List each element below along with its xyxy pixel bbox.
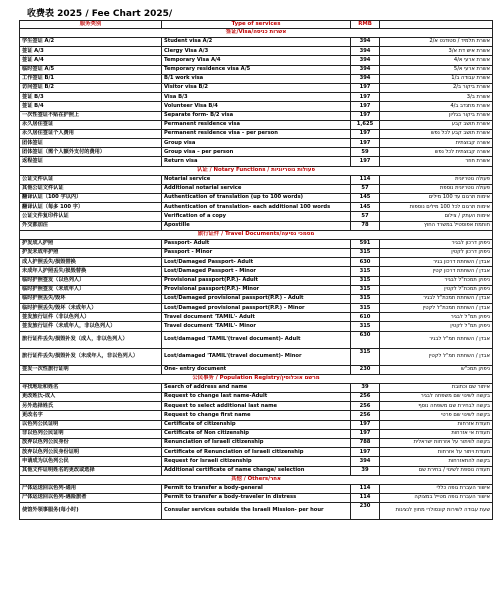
- service-chinese: 放弃以色列公民身份证明: [20, 448, 162, 457]
- service-english: Additional certificate of name change/ selection: [162, 466, 351, 475]
- service-hebrew: בקשה לשינוי שם פרטי: [380, 411, 493, 420]
- price-rmb: 394: [351, 457, 380, 466]
- service-chinese: 签发旅行证件（未成年人，非以色列人）: [20, 322, 162, 331]
- service-english: Provisional passport(P.P.)- Adult: [162, 276, 351, 285]
- service-hebrew: ניפוק תמכת"ל לבגיר: [380, 276, 493, 285]
- price-rmb: 630: [351, 258, 380, 267]
- price-rmb: 230: [351, 365, 380, 374]
- price-rmb: 610: [351, 313, 380, 322]
- section-heading: 其他 / Others/אחר: [20, 475, 493, 484]
- service-hebrew: אשרה קבוצתית לכל נפש: [380, 148, 493, 157]
- service-english: Permit to transfer a body-traveler in distress: [162, 493, 351, 502]
- price-rmb: 114: [351, 484, 380, 493]
- service-english: Passport - Minor: [162, 248, 351, 257]
- price-rmb: 394: [351, 56, 380, 65]
- table-row: [20, 331, 493, 348]
- service-hebrew: בקשה לבחירת שם משפחה נוסף: [380, 402, 493, 411]
- price-rmb: 315: [351, 285, 380, 294]
- service-hebrew: אשרת ארעי א/5: [380, 65, 493, 74]
- service-english: Permanent residence visa: [162, 120, 351, 129]
- table-row: [20, 212, 493, 221]
- price-rmb: 394: [351, 65, 380, 74]
- service-chinese: 尸体运送回以色列-通用: [20, 484, 162, 493]
- service-chinese: 其他公证文件认证: [20, 184, 162, 193]
- table-row: [20, 429, 493, 438]
- section-heading-row: [20, 475, 493, 484]
- service-english: Lost/damaged 'TAMIL'(travel document)- Adult: [162, 331, 351, 348]
- table-row: [20, 448, 493, 457]
- service-hebrew: אבדן / השחתת תמ"ל לקטין: [380, 348, 493, 365]
- price-rmb: 114: [351, 175, 380, 184]
- service-english: Clergy Visa A/3: [162, 47, 351, 56]
- price-rmb: 197: [351, 448, 380, 457]
- table-row: [20, 322, 493, 331]
- price-rmb: 197: [351, 83, 380, 92]
- service-english: Group visa: [162, 139, 351, 148]
- service-chinese: 签证 A/3: [20, 47, 162, 56]
- table-row: [20, 276, 493, 285]
- service-hebrew: תעודה נוספת לשינוי / בחירת שם: [380, 466, 493, 475]
- price-rmb: 197: [351, 129, 380, 138]
- service-hebrew: אשרת ביקור בגליון: [380, 111, 493, 120]
- service-chinese: 临时签证 A/5: [20, 65, 162, 74]
- table-row: [20, 304, 493, 313]
- table-row: [20, 503, 493, 520]
- service-hebrew: תעודת אזרחות: [380, 420, 493, 429]
- service-hebrew: אישור העברת גופה מטייל במצוקה: [380, 493, 493, 502]
- price-rmb: 59: [351, 148, 380, 157]
- service-chinese: 寻找地址和姓名: [20, 383, 162, 392]
- table-row: [20, 294, 493, 303]
- table-row: [20, 411, 493, 420]
- service-chinese: 翻译认证（100 字以内）: [20, 194, 162, 203]
- table-row: [20, 56, 493, 65]
- service-hebrew: אבדן / השחתת תמ"ל לבגיר: [380, 331, 493, 348]
- service-english: Visa B/3: [162, 93, 351, 102]
- fee-table: [19, 20, 493, 520]
- service-hebrew: תעודת אי אזרחות: [380, 429, 493, 438]
- price-rmb: 315: [351, 248, 380, 257]
- service-hebrew: אשרת עבודה ב/1: [380, 74, 493, 83]
- service-chinese: 工作签证 B/1: [20, 74, 162, 83]
- service-hebrew: ניפוק תמ"ל לקטין: [380, 322, 493, 331]
- service-chinese: 公证文件复印件认证: [20, 212, 162, 221]
- service-hebrew: ניפוק תמ"ל לבגיר: [380, 313, 493, 322]
- service-english: Additional notarial service: [162, 184, 351, 193]
- price-rmb: 230: [351, 503, 380, 520]
- table-row: [20, 313, 493, 322]
- table-row: [20, 484, 493, 493]
- service-english: Passport- Adult: [162, 239, 351, 248]
- service-chinese: 护发未成年护照: [20, 248, 162, 257]
- service-english: Lost/Damaged Passport- Adult: [162, 258, 351, 267]
- table-row: [20, 111, 493, 120]
- section-heading-row: [20, 29, 493, 38]
- service-hebrew: איתור שם וכתובת: [380, 383, 493, 392]
- table-header-row: [20, 21, 493, 29]
- price-rmb: 197: [351, 139, 380, 148]
- service-english: Travel document 'TAMIL'- Minor: [162, 322, 351, 331]
- table-body: [20, 29, 493, 520]
- price-rmb: 315: [351, 276, 380, 285]
- service-chinese: 签证 B/3: [20, 93, 162, 102]
- service-english: Certificate of Non citizenship: [162, 429, 351, 438]
- service-chinese: 申请成为以色列公民: [20, 457, 162, 466]
- service-hebrew: אשרת מתנדב ב/4: [380, 102, 493, 111]
- service-chinese: 旅行证件丢失/损毁补发（未成年人，非以色列人）: [20, 348, 162, 365]
- section-heading: 公民事务 / Population Registry/מרשם אוכלוסין: [20, 374, 493, 383]
- price-rmb: 145: [351, 194, 380, 203]
- service-hebrew: אשרת ב/3: [380, 93, 493, 102]
- price-rmb: 197: [351, 429, 380, 438]
- table-row: [20, 175, 493, 184]
- price-rmb: 394: [351, 47, 380, 56]
- service-chinese: 护发成人护照: [20, 239, 162, 248]
- service-chinese: 临时护照丢失/毁坏（未成年人）: [20, 304, 162, 313]
- section-heading: 认证 / Notary Functions / פעולות נוטריוניות: [20, 166, 493, 175]
- section-heading-row: [20, 230, 493, 239]
- price-rmb: 630: [351, 331, 380, 348]
- table-row: [20, 93, 493, 102]
- table-row: [20, 65, 493, 74]
- header-type-of-services: Type of services: [162, 21, 351, 29]
- service-chinese: 翻译认证（每多 100 字）: [20, 203, 162, 212]
- service-english: Authentication of translation- each additional 100 words: [162, 203, 351, 212]
- table-row: [20, 203, 493, 212]
- service-chinese: 永久居住签证: [20, 120, 162, 129]
- service-hebrew: ניפוק תמכ"ש: [380, 365, 493, 374]
- service-hebrew: אימות תרגום לכל 100 מילים נוספות: [380, 203, 493, 212]
- service-chinese: 签发旅行证件（非以色列人）: [20, 313, 162, 322]
- service-chinese: 非以色列公民证明: [20, 429, 162, 438]
- price-rmb: 39: [351, 383, 380, 392]
- price-rmb: 39: [351, 466, 380, 475]
- service-english: Request to change first name: [162, 411, 351, 420]
- price-rmb: 197: [351, 102, 380, 111]
- service-english: Request for Israeli citizenship: [162, 457, 351, 466]
- price-rmb: 197: [351, 157, 380, 166]
- table-row: [20, 285, 493, 294]
- service-chinese: 尸体运送回以色列-遇险旅者: [20, 493, 162, 502]
- price-rmb: 788: [351, 438, 380, 447]
- service-chinese: 临时护照签发（未成年人）: [20, 285, 162, 294]
- service-chinese: 未成年人护照丢失/损毁替换: [20, 267, 162, 276]
- service-english: Renunciation of Israeli citizenship: [162, 438, 351, 447]
- table-row: [20, 383, 493, 392]
- table-row: [20, 148, 493, 157]
- service-english: Permanent residence visa – per person: [162, 129, 351, 138]
- service-english: Travel document 'TAMIL'- Adult: [162, 313, 351, 322]
- service-english: One- entry document: [162, 365, 351, 374]
- price-rmb: 315: [351, 294, 380, 303]
- price-rmb: 591: [351, 239, 380, 248]
- service-hebrew: שעת עבודה לשירות קונסולרי מחוץ לנציגות: [380, 503, 493, 520]
- service-english: Notarial service: [162, 175, 351, 184]
- service-english: Group visa – per person: [162, 148, 351, 157]
- table-row: [20, 348, 493, 365]
- service-chinese: 一次性签证不贴在护照上: [20, 111, 162, 120]
- service-chinese: 团体签证: [20, 139, 162, 148]
- service-hebrew: אימות העתק / צילום: [380, 212, 493, 221]
- service-hebrew: פעולה נוטריונית נוספת: [380, 184, 493, 193]
- service-chinese: 旅行证件丢失/损毁补发（成人，非以色列人）: [20, 331, 162, 348]
- service-english: Consular services outside the Israeli Mission- per hour: [162, 503, 351, 520]
- service-chinese: 另外选择姓氏: [20, 402, 162, 411]
- service-chinese: 签证 B/4: [20, 102, 162, 111]
- price-rmb: 1,625: [351, 120, 380, 129]
- service-chinese: 永久居住签证个人费用: [20, 129, 162, 138]
- service-hebrew: פעולה נוטריונית: [380, 175, 493, 184]
- service-chinese: 以色列公民证明: [20, 420, 162, 429]
- page-title: 收费表 2025 / Fee Chart 2025/: [27, 9, 173, 19]
- table-row: [20, 258, 493, 267]
- service-hebrew: בקשה לשינוי שם משפחה לבגיר: [380, 393, 493, 402]
- service-hebrew: אבדן / השחתת דרכון בגיר: [380, 258, 493, 267]
- service-hebrew: תעודת ויתור על אזרחות: [380, 448, 493, 457]
- table-row: [20, 129, 493, 138]
- service-hebrew: אישור העברת גופה כללי: [380, 484, 493, 493]
- price-rmb: 315: [351, 267, 380, 276]
- service-english: Certificate of Renunciation of Israeli citizenship: [162, 448, 351, 457]
- price-rmb: 394: [351, 38, 380, 47]
- price-rmb: 197: [351, 93, 380, 102]
- service-hebrew: בקשה לוויתור על אזרחות ישראלית: [380, 438, 493, 447]
- price-rmb: 256: [351, 411, 380, 420]
- section-heading-row: [20, 166, 493, 175]
- service-english: Temporary residence visa A/5: [162, 65, 351, 74]
- section-heading: 签证/Visa/אשרות כניסה: [20, 29, 493, 38]
- service-chinese: 团体签证（需个人额外支付的费用）: [20, 148, 162, 157]
- table-row: [20, 83, 493, 92]
- table-row: [20, 47, 493, 56]
- table-row: [20, 194, 493, 203]
- header-service-category: 服务类别: [20, 21, 162, 29]
- service-chinese: 放弃以色列公民身份: [20, 438, 162, 447]
- price-rmb: 197: [351, 111, 380, 120]
- table-row: [20, 365, 493, 374]
- table-row: [20, 184, 493, 193]
- service-english: Search of address and name: [162, 383, 351, 392]
- table-row: [20, 402, 493, 411]
- service-english: Provisional passport(P.P.)- Minor: [162, 285, 351, 294]
- service-english: B/1 work visa: [162, 74, 351, 83]
- price-rmb: 315: [351, 304, 380, 313]
- table-row: [20, 102, 493, 111]
- header-rmb: RMB: [351, 21, 380, 29]
- service-chinese: 签发一次性旅行证明: [20, 365, 162, 374]
- service-hebrew: אשרת תלמיד / סטודנט א/2: [380, 38, 493, 47]
- service-chinese: 访问签证 B/2: [20, 83, 162, 92]
- table-row: [20, 438, 493, 447]
- service-english: Return visa: [162, 157, 351, 166]
- service-hebrew: אשרה קבוצתית: [380, 139, 493, 148]
- service-hebrew: אשרת תושב קבע: [380, 120, 493, 129]
- table-row: [20, 466, 493, 475]
- service-english: Student visa A/2: [162, 38, 351, 47]
- table-row: [20, 139, 493, 148]
- price-rmb: 145: [351, 203, 380, 212]
- service-hebrew: אשרת איש דת א/3: [380, 47, 493, 56]
- table-row: [20, 120, 493, 129]
- table-row: [20, 493, 493, 502]
- service-chinese: 更改名字: [20, 411, 162, 420]
- service-english: Request to change last name-Adult: [162, 393, 351, 402]
- price-rmb: 256: [351, 402, 380, 411]
- price-rmb: 57: [351, 212, 380, 221]
- service-hebrew: אבדן / השחתת תמכת"ל לבגיר: [380, 294, 493, 303]
- service-english: Apostille: [162, 221, 351, 230]
- price-rmb: 114: [351, 493, 380, 502]
- service-hebrew: בקשה להתאזרחות: [380, 457, 493, 466]
- service-hebrew: אשרת ארעי א/4: [380, 56, 493, 65]
- service-hebrew: אשרת תושב קבע לכל נפש: [380, 129, 493, 138]
- service-chinese: 其他文件证明姓名的更改或选择: [20, 466, 162, 475]
- service-hebrew: ניפוק תמכת"ל לקטין: [380, 285, 493, 294]
- section-heading-row: [20, 374, 493, 383]
- service-english: Visitor visa B/2: [162, 83, 351, 92]
- service-english: Certificate of citizenship: [162, 420, 351, 429]
- price-rmb: 315: [351, 322, 380, 331]
- table-row: [20, 457, 493, 466]
- table-row: [20, 239, 493, 248]
- table-row: [20, 420, 493, 429]
- table-row: [20, 393, 493, 402]
- service-english: Permit to transfer a body-general: [162, 484, 351, 493]
- service-chinese: 外交部加注: [20, 221, 162, 230]
- table-row: [20, 157, 493, 166]
- service-hebrew: אבדן / השחתת דרכון קטין: [380, 267, 493, 276]
- price-rmb: 197: [351, 420, 380, 429]
- service-hebrew: ניפוק דרכון לקטין: [380, 248, 493, 257]
- service-chinese: 返程签证: [20, 157, 162, 166]
- service-chinese: 学生签证 A/2: [20, 38, 162, 47]
- price-rmb: 394: [351, 74, 380, 83]
- service-english: Verification of a copy: [162, 212, 351, 221]
- service-english: Lost/Damaged provisional passport(P.P.) - Adult: [162, 294, 351, 303]
- service-english: Temporary Visa A/4: [162, 56, 351, 65]
- service-english: Request to select additional last name: [162, 402, 351, 411]
- price-rmb: 256: [351, 393, 380, 402]
- price-rmb: 57: [351, 184, 380, 193]
- service-chinese: 公证文件认证: [20, 175, 162, 184]
- service-chinese: 签证 A/4: [20, 56, 162, 65]
- service-chinese: 临时护照签发（以色列人）: [20, 276, 162, 285]
- header-hebrew: [380, 21, 493, 29]
- service-english: Authentication of translation (up to 100 words): [162, 194, 351, 203]
- service-hebrew: אשרת חוזר: [380, 157, 493, 166]
- service-hebrew: אבדן / השחתת תמכת"ל לקטין: [380, 304, 493, 313]
- service-chinese: 临时护照丢失/毁坏: [20, 294, 162, 303]
- service-chinese: 使馆外领事服务(每小时): [20, 503, 162, 520]
- service-hebrew: ניפוק דרכון לבגיר: [380, 239, 493, 248]
- service-english: Volunteer Visa B/4: [162, 102, 351, 111]
- table-row: [20, 221, 493, 230]
- table-row: [20, 248, 493, 257]
- service-english: Lost/Damaged Passport - Minor: [162, 267, 351, 276]
- table-row: [20, 267, 493, 276]
- price-rmb: 315: [351, 348, 380, 365]
- service-hebrew: חותמת אפוסטיל במשרד החוץ: [380, 221, 493, 230]
- price-rmb: 78: [351, 221, 380, 230]
- service-chinese: 成人护照丢失/损毁替换: [20, 258, 162, 267]
- service-english: Separate form- B/2 visa: [162, 111, 351, 120]
- section-heading: 旅行证件 / Travel Documents/מסמכי נסיעה: [20, 230, 493, 239]
- service-hebrew: אשרת ביקור ב/2: [380, 83, 493, 92]
- table-row: [20, 74, 493, 83]
- service-hebrew: אימות תרגום עד 100 מילים: [380, 194, 493, 203]
- service-english: Lost/damaged 'TAMIL'(travel document)- Minor: [162, 348, 351, 365]
- service-chinese: 更改姓氏-成人: [20, 393, 162, 402]
- service-english: Lost/Damaged provisional passport(P.P.) - Minor: [162, 304, 351, 313]
- table-row: [20, 38, 493, 47]
